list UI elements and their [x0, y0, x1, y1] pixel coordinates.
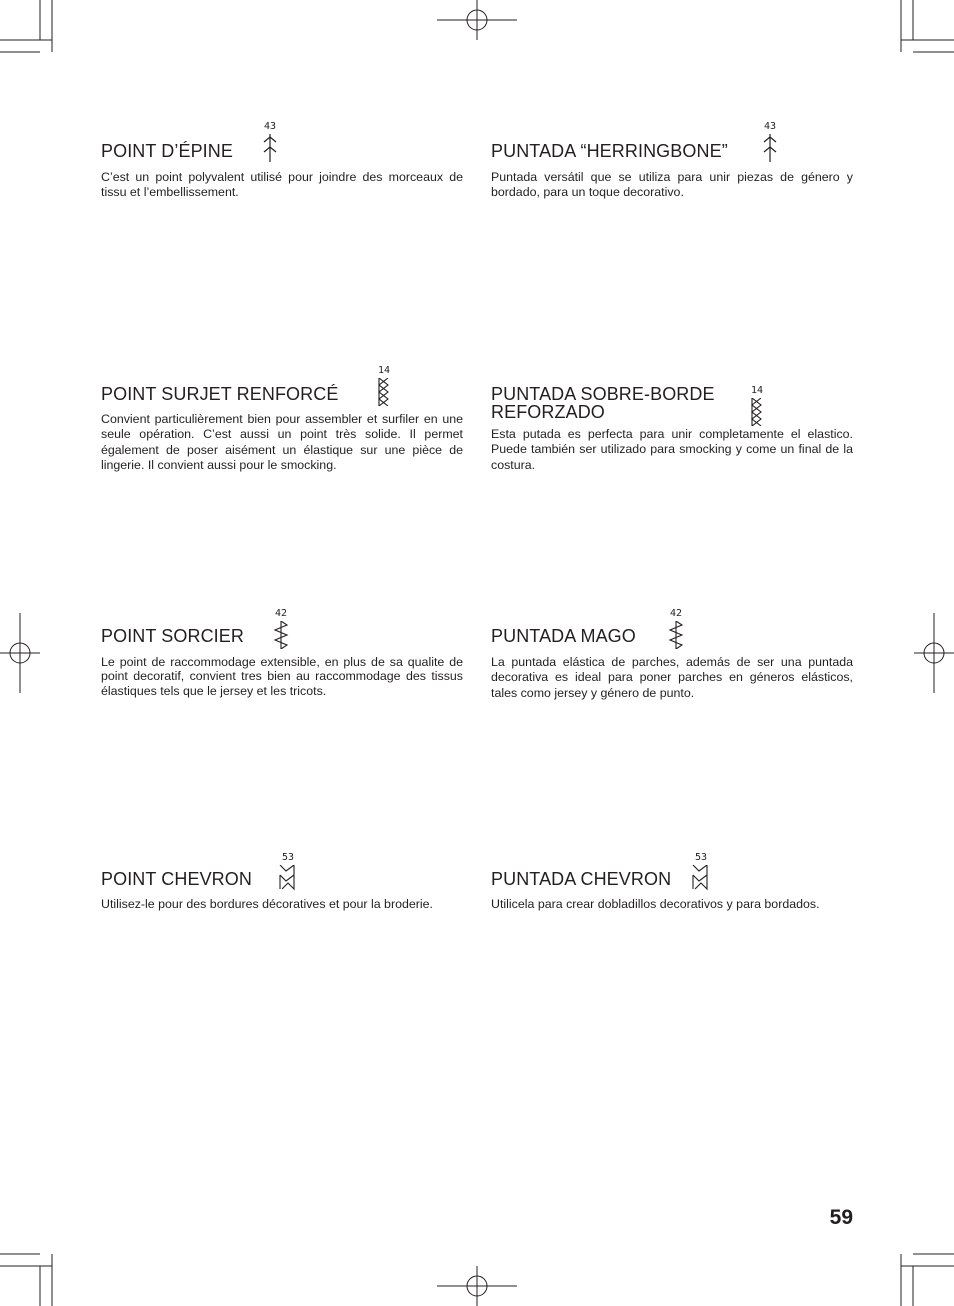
stitch-number: 53: [281, 852, 295, 863]
wizard-stitch-icon: [666, 621, 686, 649]
section-title: PUNTADA CHEVRON: [491, 869, 672, 889]
registration-mark-right: [914, 613, 954, 693]
section-description: Convient particulièrement bien pour assembler et surfiler en une seule opération. C’est aussi un point très solide. Il permet également de poser aisément un élastique sur une pièce de lingerie. Il convient aussi pour le smocking.: [101, 412, 463, 472]
stitch-number: 43: [263, 121, 277, 132]
section-description: Le point de raccommodage extensible, en plus de sa qualite de point decoratif, convient tres bien au raccommodage des tissus élastiques tels que le jersey et les tricots.: [101, 655, 463, 698]
stitch-number: 43: [763, 121, 777, 132]
section-description: Utilicela para crear dobladillos decorativos y para bordados.: [491, 897, 820, 911]
section-title: POINT D’ÉPINE: [101, 141, 233, 161]
section-title: POINT CHEVRON: [101, 869, 252, 889]
section-description: Utilisez-le pour des bordures décoratives et pour la broderie.: [101, 897, 433, 911]
wizard-stitch-icon: [271, 621, 291, 649]
section-puntada-sobre-borde: [491, 385, 853, 473]
section-description: Puntada versátil que se utiliza para unir piezas de género y bordado, para un toque decorativo.: [491, 170, 853, 200]
stitch-number: 42: [274, 608, 288, 619]
stitch-14-symbol: [745, 386, 771, 432]
stitch-14-symbol: [372, 366, 398, 412]
stitch-53-symbol: [276, 853, 302, 899]
section-title: POINT SURJET RENFORCÉ: [101, 384, 339, 404]
chevron-stitch-icon: [278, 865, 298, 891]
section-point-surjet-renforce: [101, 385, 463, 473]
stitch-43-symbol: [758, 122, 784, 168]
section-puntada-herringbone: [491, 142, 853, 201]
stitch-53-symbol: [689, 853, 715, 899]
section-description: La puntada elástica de parches, además de ser una puntada decorativa es ideal para poner parches en géneros elásticos, tales como jersey y género de punto.: [491, 655, 853, 700]
registration-mark-top: [437, 0, 517, 40]
stitch-number: 14: [750, 385, 764, 396]
section-title: PUNTADA MAGO: [491, 626, 636, 646]
stitch-number: 14: [377, 365, 391, 376]
herringbone-stitch-icon: [760, 134, 780, 162]
stitch-42-symbol: [269, 609, 295, 655]
registration-mark-bottom: [437, 1266, 517, 1306]
reinforced-overlock-stitch-icon: [374, 378, 392, 406]
section-title-line2: REFORZADO: [491, 402, 605, 422]
stitch-43-symbol: [258, 122, 284, 168]
registration-mark-left: [0, 613, 40, 693]
section-title: POINT SORCIER: [101, 626, 244, 646]
page-number: 59: [829, 1206, 853, 1229]
chevron-stitch-icon: [691, 865, 711, 891]
stitch-number: 42: [669, 608, 683, 619]
section-description: C’est un point polyvalent utilisé pour joindre des morceaux de tissu et l’embellissement.: [101, 170, 463, 200]
section-title: PUNTADA “HERRINGBONE”: [491, 141, 728, 161]
section-puntada-chevron: [491, 870, 853, 912]
stitch-42-symbol: [664, 609, 690, 655]
section-title-line1: PUNTADA SOBRE-BORDE: [491, 384, 715, 404]
herringbone-stitch-icon: [260, 134, 280, 162]
section-description: Esta putada es perfecta para unir completamente el elastico. Puede también ser utilizado para smocking y come un final de la costura.: [491, 427, 853, 472]
stitch-number: 53: [694, 852, 708, 863]
reinforced-overlock-stitch-icon: [747, 398, 765, 426]
